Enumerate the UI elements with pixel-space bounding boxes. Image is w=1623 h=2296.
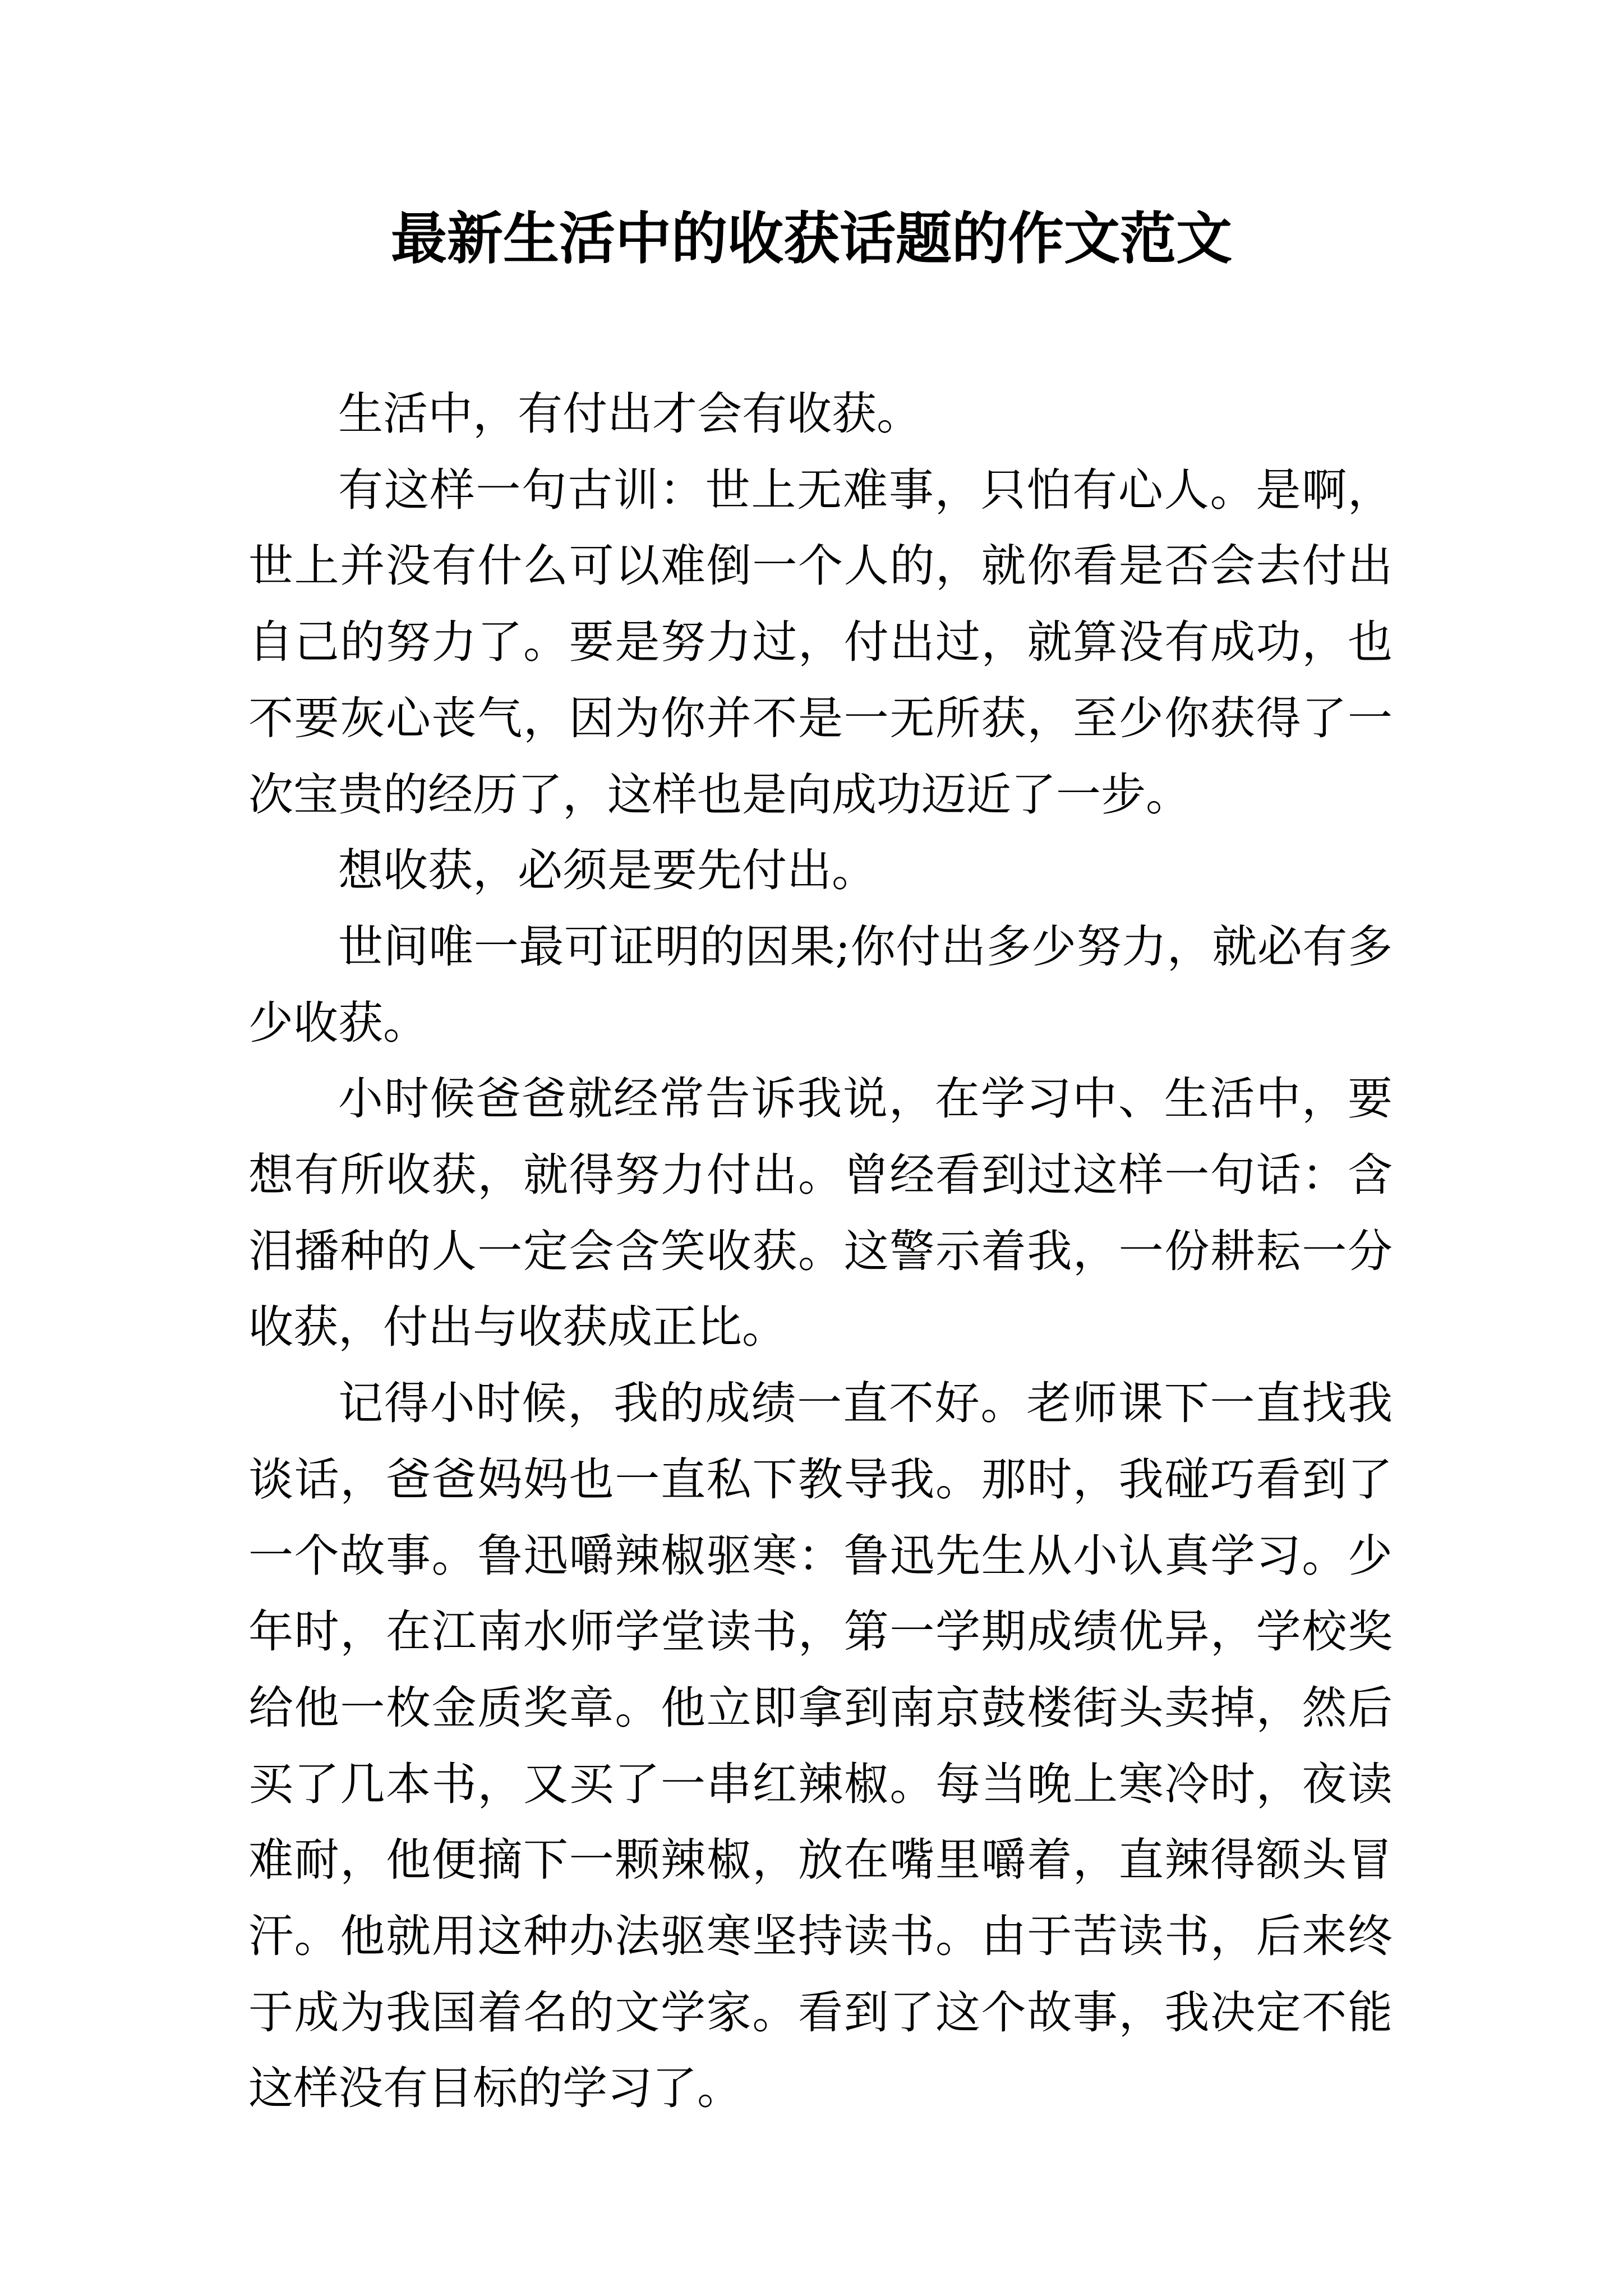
paragraph: 小时候爸爸就经常告诉我说，在学习中、生活中，要想有所收获，就得努力付出。曾经看到过这样一句话：含泪播种的人一定会含笑收获。这警示着我，一份耕耘一分收获，付出与收获成正比。 <box>248 1073 1393 1354</box>
paragraph: 记得小时候，我的成绩一直不好。老师课下一直找我谈话，爸爸妈妈也一直私下教导我。那时，我碰巧看到了一个故事。鲁迅嚼辣椒驱寒：鲁迅先生从小认真学习。少年时，在江南水师学堂读书，第一学期成绩优异，学校奖给他一枚金质奖章。他立即拿到南京鼓楼街头卖掉，然后买了几本书，又买了一串红辣椒。每当晚上寒冷时，夜读难耐，他便摘下一颗辣椒，放在嘴里嚼着，直辣得额头冒汗。他就用这种办法驱寒坚持读书。由于苦读书，后来终于成为我国着名的文学家。看到了这个故事，我决定不能这样没有目标的学习了。 <box>248 1377 1393 2115</box>
paragraph: 有这样一句古训：世上无难事，只怕有心人。是啊，世上并没有什么可以难倒一个人的，就你看是否会去付出自己的努力了。要是努力过，付出过，就算没有成功，也不要灰心丧气，因为你并不是一无所获，至少你获得了一次宝贵的经历了，这样也是向成功迈近了一步。 <box>248 463 1393 821</box>
paragraph: 世间唯一最可证明的因果;你付出多少努力，就必有多少收获。 <box>248 920 1393 1049</box>
document-title: 最新生活中的收获话题的作文范文 <box>391 205 1232 272</box>
paragraph: 想收获，必须是要先付出。 <box>338 844 877 897</box>
paragraph: 生活中，有付出才会有收获。 <box>338 388 921 440</box>
document-body <box>248 376 1393 2127</box>
